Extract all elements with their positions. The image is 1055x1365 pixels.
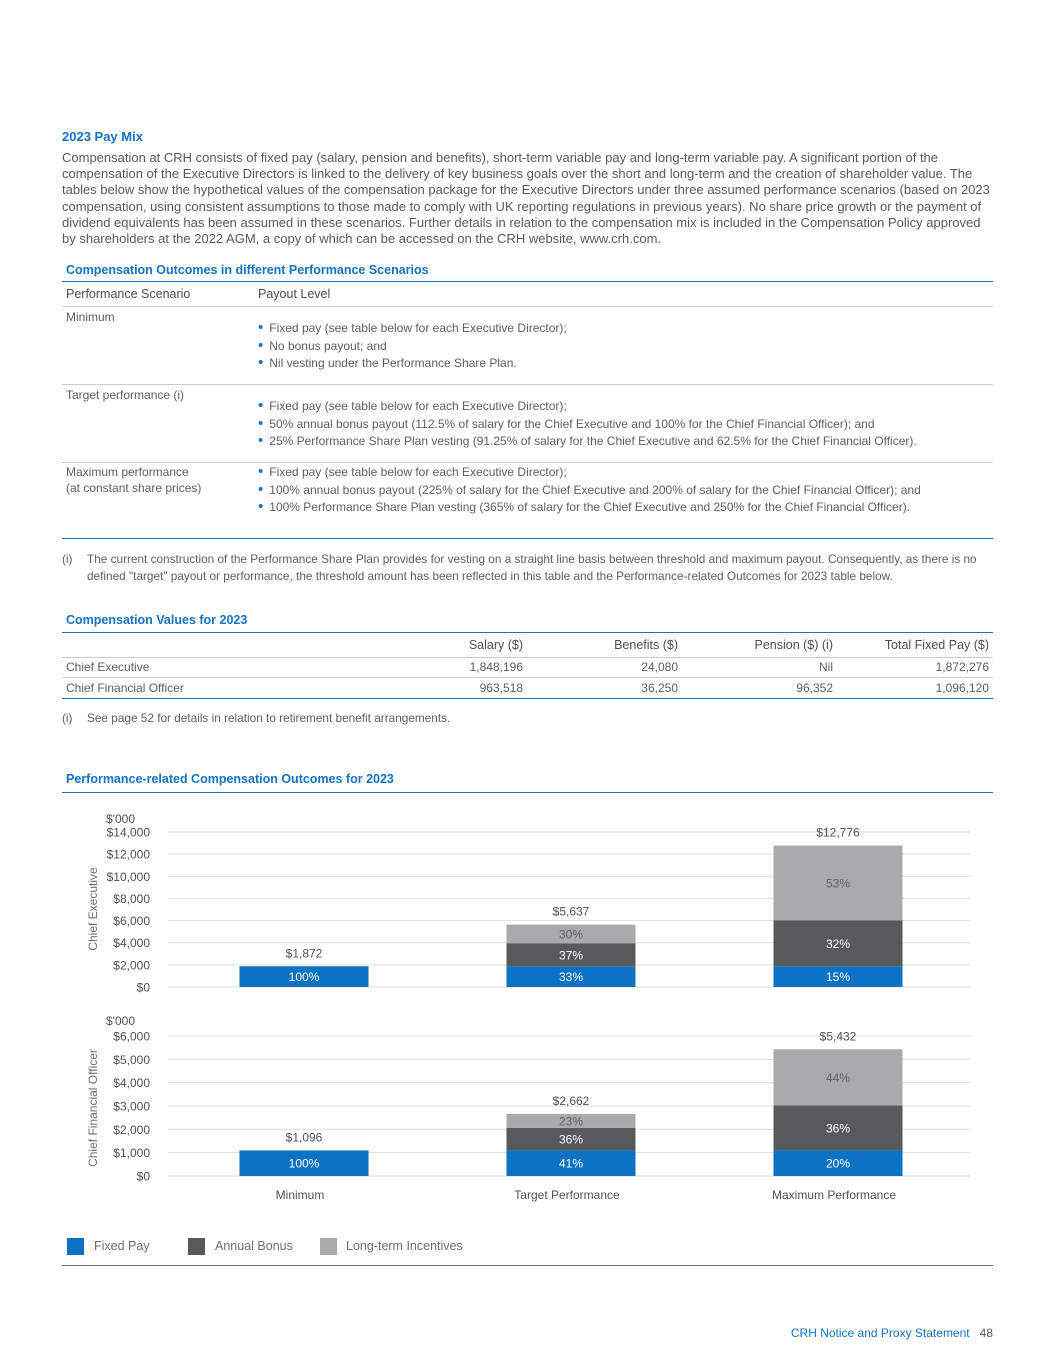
legend-label-fixed-pay: Fixed Pay <box>94 1239 150 1253</box>
scenarios-header-payout: Payout Level <box>258 287 331 301</box>
payout-bullet: • Nil vesting under the Performance Share Plan. <box>258 354 567 372</box>
bar-percent-label: 36% <box>558 1132 584 1147</box>
y-tick-label: $4,000 <box>113 936 150 951</box>
y-tick-label: $1,000 <box>113 1146 150 1161</box>
y-tick-label: $5,000 <box>113 1052 150 1067</box>
scenario-name-maximum: Maximum performance <box>66 465 189 479</box>
bar-total-label: $5,637 <box>552 904 590 919</box>
scenario-name-target: Target performance (i) <box>66 388 185 402</box>
x-category-label: Minimum <box>275 1188 325 1202</box>
bar-total-label: $5,432 <box>819 1029 857 1044</box>
scenarios-table-title: Compensation Outcomes in different Performance Scenarios <box>66 263 429 277</box>
scenarios-footnote-marker: (i) <box>62 552 73 566</box>
y-tick-label: $6,000 <box>113 1029 150 1044</box>
bar-percent-label: 53% <box>825 876 851 891</box>
intro-paragraph: Compensation at CRH consists of fixed pay (salary, pension and benefits), short-term variable pay and long-term variable pay. A significant portion of the compensation of the Executive Directors is linked to the delivery of key business goals over the short and long-term and the creation of shareholder value. The tables below show the hypothetical values of the compensation package for the Executive Directors under three assumed performance scenarios (based on 2023 compensation, using consistent assumptions to those made to comply with UK reporting regulations in previous years). No share price growth or the payment of dividend equivalents has been assumed in these scenarios. Further details in relation to the compensation mix is included in the Compensation Policy approved by shareholders at the 2022 AGM, a copy of which can be accessed on the CRH website, www.crh.com. <box>62 150 990 247</box>
bar-percent-label: 23% <box>558 1114 584 1129</box>
values-cell: 1,848,196 <box>469 660 523 674</box>
y-tick-label: $12,000 <box>106 847 150 862</box>
values-cell: 36,250 <box>641 681 678 695</box>
payout-bullet: • 50% annual bonus payout (112.5% of salary for the Chief Executive and 100% for the Chief Financial Officer); and <box>258 415 917 433</box>
bar-percent-label: 20% <box>825 1156 851 1171</box>
bar-percent-label: 30% <box>558 927 584 942</box>
values-cell: Nil <box>819 660 833 674</box>
values-table-title: Compensation Values for 2023 <box>66 613 248 627</box>
payout-bullet: • No bonus payout; and <box>258 337 567 355</box>
scenarios-header-scenario: Performance Scenario <box>66 287 191 301</box>
bar-percent-label: 100% <box>288 970 320 985</box>
payout-bullet: • Fixed pay (see table below for each Executive Director); <box>258 397 917 415</box>
payout-bullet: • 100% annual bonus payout (225% of salary for the Chief Executive and 200% of salary for the Chief Financial Officer); and <box>258 481 921 499</box>
bar-percent-label: 32% <box>825 936 851 951</box>
values-header-benefits: Benefits ($) <box>614 638 678 652</box>
y-tick-label: $2,000 <box>113 958 150 973</box>
bar-percent-label: 36% <box>825 1121 851 1136</box>
footer-title: CRH Notice and Proxy Statement <box>790 1326 970 1340</box>
legend-swatch-ltip <box>320 1238 337 1255</box>
legend-label-annual-bonus: Annual Bonus <box>215 1239 293 1253</box>
x-category-label: Target Performance <box>514 1188 620 1202</box>
scenario-name-minimum: Minimum <box>66 310 115 324</box>
bar-total-label: $2,662 <box>552 1093 590 1108</box>
bar-total-label: $1,872 <box>285 946 323 961</box>
y-tick-label: $10,000 <box>106 869 150 884</box>
values-cell: 963,518 <box>479 681 523 695</box>
y-tick-label: $3,000 <box>113 1099 150 1114</box>
values-header-total: Total Fixed Pay ($) <box>884 638 989 652</box>
legend-bottom-rule <box>62 1265 993 1266</box>
values-cell: 1,096,120 <box>935 681 989 695</box>
values-footnote-text: See page 52 for details in relation to retirement benefit arrangements. <box>87 711 451 725</box>
y-axis-title: Chief Financial Officer <box>86 1049 100 1167</box>
payout-bullet: • 25% Performance Share Plan vesting (91.25% of salary for the Chief Executive and 62.5% for the Chief Financial Officer). <box>258 432 917 450</box>
y-tick-label: $6,000 <box>113 914 150 929</box>
legend-label-ltip: Long-term Incentives <box>346 1239 463 1253</box>
values-row-label: Chief Financial Officer <box>66 681 184 695</box>
bar-total-label: $1,096 <box>285 1130 323 1145</box>
legend-swatch-annual-bonus <box>188 1238 205 1255</box>
payout-bullet: • Fixed pay (see table below for each Executive Director); <box>258 463 921 481</box>
values-cell: 1,872,276 <box>935 660 989 674</box>
values-header-pension: Pension ($) (i) <box>754 638 833 652</box>
x-category-label: Maximum Performance <box>771 1188 897 1202</box>
bar-percent-label: 33% <box>558 970 584 985</box>
pay-mix-heading: 2023 Pay Mix <box>62 129 143 144</box>
y-tick-label: $2,000 <box>113 1122 150 1137</box>
values-row-label: Chief Executive <box>66 660 150 674</box>
page-number: 48 <box>979 1326 993 1340</box>
values-header-salary: Salary ($) <box>468 638 523 652</box>
y-tick-label: $8,000 <box>113 891 150 906</box>
y-unit-label: $'000 <box>106 812 135 826</box>
values-cell: 96,352 <box>796 681 833 695</box>
y-axis-title: Chief Executive <box>86 867 100 951</box>
performance-chart-title: Performance-related Compensation Outcomes for 2023 <box>66 772 394 786</box>
values-footnote-marker: (i) <box>62 711 73 725</box>
y-tick-label: $0 <box>136 980 150 995</box>
bar-total-label: $12,776 <box>816 825 860 840</box>
y-tick-label: $0 <box>136 1169 150 1184</box>
page-footer <box>791 1326 993 1340</box>
bar-percent-label: 37% <box>558 948 584 963</box>
bar-percent-label: 44% <box>825 1070 851 1085</box>
legend-swatch-fixed-pay <box>67 1238 84 1255</box>
values-cell: 24,080 <box>641 660 678 674</box>
scenario-name-maximum-note: (at constant share prices) <box>66 481 202 495</box>
payout-bullet: • 100% Performance Share Plan vesting (365% of salary for the Chief Executive and 250% for the Chief Financial Officer). <box>258 498 921 516</box>
payout-bullet: • Fixed pay (see table below for each Executive Director); <box>258 319 567 337</box>
y-tick-label: $14,000 <box>106 825 150 840</box>
y-tick-label: $4,000 <box>113 1076 150 1091</box>
y-unit-label: $'000 <box>106 1014 135 1028</box>
bar-percent-label: 100% <box>288 1156 320 1171</box>
bar-percent-label: 41% <box>558 1156 584 1171</box>
scenarios-footnote-text: The current construction of the Performance Share Plan provides for vesting on a straight line basis between threshold and maximum payout. Consequently, as there is no defined "target" payout or performance, the threshold amount has been reflected in this table and the Performance-related Outcomes for 2023 table below. <box>87 552 977 583</box>
bar-percent-label: 15% <box>825 970 851 985</box>
